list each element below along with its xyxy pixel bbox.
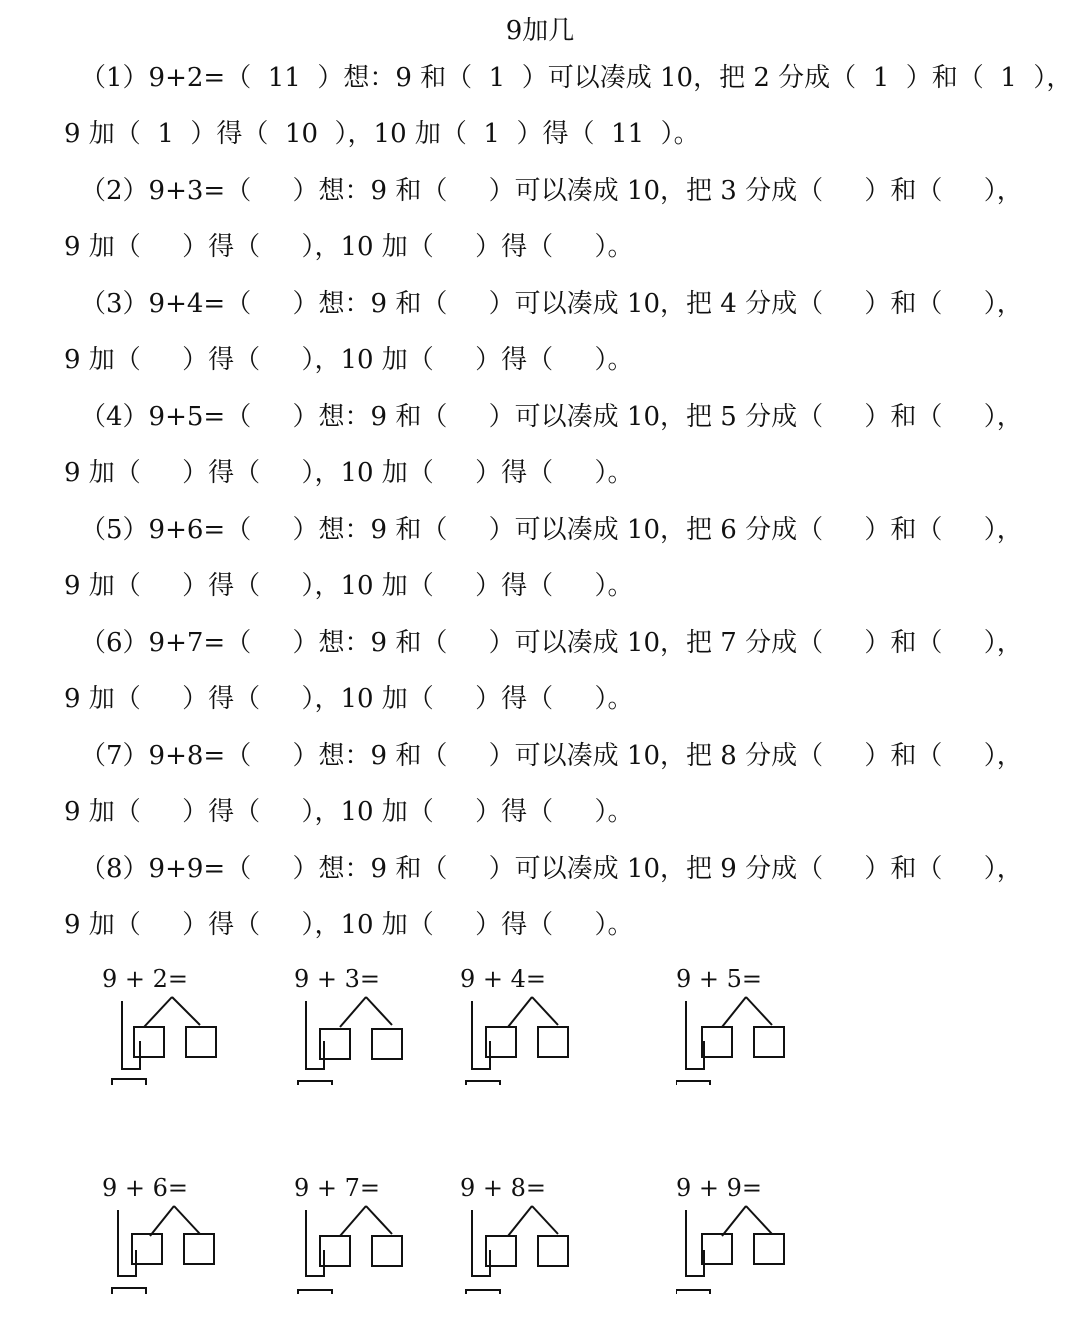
answer-box[interactable]: [676, 1290, 710, 1294]
decomposition-drawing: [102, 965, 292, 1085]
exercise-question: （6）9+7=（ ）想：9 和（ ）可以凑成 10，把 7 分成（ ）和（ ），: [80, 628, 1023, 658]
exercise-answer: 9 加（ ）得（ ），10 加（ ）得（ ）。: [64, 797, 634, 827]
answer-box[interactable]: [298, 1081, 332, 1085]
answer-box[interactable]: [538, 1236, 568, 1266]
diagram-expression: 9 + 6=: [102, 1174, 189, 1202]
diagram-expression: 9 + 2=: [102, 965, 189, 993]
exercise-answer: 9 加（ ）得（ ），10 加（ ）得（ ）。: [64, 684, 634, 714]
make-ten-diagram: [102, 1174, 292, 1294]
answer-box[interactable]: [184, 1234, 214, 1264]
make-ten-diagram: [460, 1174, 650, 1294]
decomposition-drawing: [102, 1174, 292, 1294]
make-ten-diagram: [460, 965, 650, 1085]
answer-box[interactable]: [112, 1288, 146, 1294]
answer-box[interactable]: [702, 1234, 732, 1264]
answer-box[interactable]: [186, 1027, 216, 1057]
diagram-expression: 9 + 7=: [294, 1174, 381, 1202]
make-ten-diagram: [294, 965, 484, 1085]
decomposition-drawing: [294, 1174, 484, 1294]
diagram-expression: 9 + 8=: [460, 1174, 547, 1202]
decomposition-drawing: [460, 965, 650, 1085]
diagram-expression: 9 + 3=: [294, 965, 381, 993]
diagram-expression: 9 + 4=: [460, 965, 547, 993]
make-ten-diagram: [294, 1174, 484, 1294]
exercise-answer: 9 加（ ）得（ ），10 加（ ）得（ ）。: [64, 232, 634, 262]
answer-box[interactable]: [112, 1079, 146, 1085]
make-ten-diagram: [676, 1174, 866, 1294]
decomposition-drawing: [676, 1174, 866, 1294]
decomposition-drawing: [460, 1174, 650, 1294]
exercise-question: （1）9+2=（ 11 ）想：9 和（ 1 ）可以凑成 10，把 2 分成（ 1 ）和（ 1 ），: [80, 63, 1073, 93]
exercise-answer: 9 加（ ）得（ ），10 加（ ）得（ ）。: [64, 458, 634, 488]
exercise-question: （5）9+6=（ ）想：9 和（ ）可以凑成 10，把 6 分成（ ）和（ ），: [80, 515, 1023, 545]
answer-box[interactable]: [372, 1236, 402, 1266]
exercise-answer: 9 加（ 1 ）得（ 10 ），10 加（ 1 ）得（ 11 ）。: [64, 119, 700, 149]
exercise-question: （7）9+8=（ ）想：9 和（ ）可以凑成 10，把 8 分成（ ）和（ ），: [80, 741, 1023, 771]
exercise-answer: 9 加（ ）得（ ），10 加（ ）得（ ）。: [64, 571, 634, 601]
diagram-expression: 9 + 5=: [676, 965, 763, 993]
answer-box[interactable]: [466, 1290, 500, 1294]
make-ten-diagram: [676, 965, 866, 1085]
make-ten-diagram: [102, 965, 292, 1085]
answer-box[interactable]: [466, 1081, 500, 1085]
exercise-question: （4）9+5=（ ）想：9 和（ ）可以凑成 10，把 5 分成（ ）和（ ），: [80, 402, 1023, 432]
exercise-question: （8）9+9=（ ）想：9 和（ ）可以凑成 10，把 9 分成（ ）和（ ），: [80, 854, 1023, 884]
answer-box[interactable]: [754, 1027, 784, 1057]
exercise-question: （2）9+3=（ ）想：9 和（ ）可以凑成 10，把 3 分成（ ）和（ ），: [80, 176, 1023, 206]
answer-box[interactable]: [372, 1029, 402, 1059]
worksheet-title: 9加几: [505, 16, 575, 46]
answer-box[interactable]: [702, 1027, 732, 1057]
decomposition-drawing: [676, 965, 866, 1085]
exercise-question: （3）9+4=（ ）想：9 和（ ）可以凑成 10，把 4 分成（ ）和（ ），: [80, 289, 1023, 319]
exercise-answer: 9 加（ ）得（ ），10 加（ ）得（ ）。: [64, 910, 634, 940]
answer-box[interactable]: [538, 1027, 568, 1057]
answer-box[interactable]: [676, 1081, 710, 1085]
exercise-answer: 9 加（ ）得（ ），10 加（ ）得（ ）。: [64, 345, 634, 375]
answer-box[interactable]: [134, 1027, 164, 1057]
decomposition-drawing: [294, 965, 484, 1085]
answer-box[interactable]: [754, 1234, 784, 1264]
diagram-expression: 9 + 9=: [676, 1174, 763, 1202]
answer-box[interactable]: [298, 1290, 332, 1294]
